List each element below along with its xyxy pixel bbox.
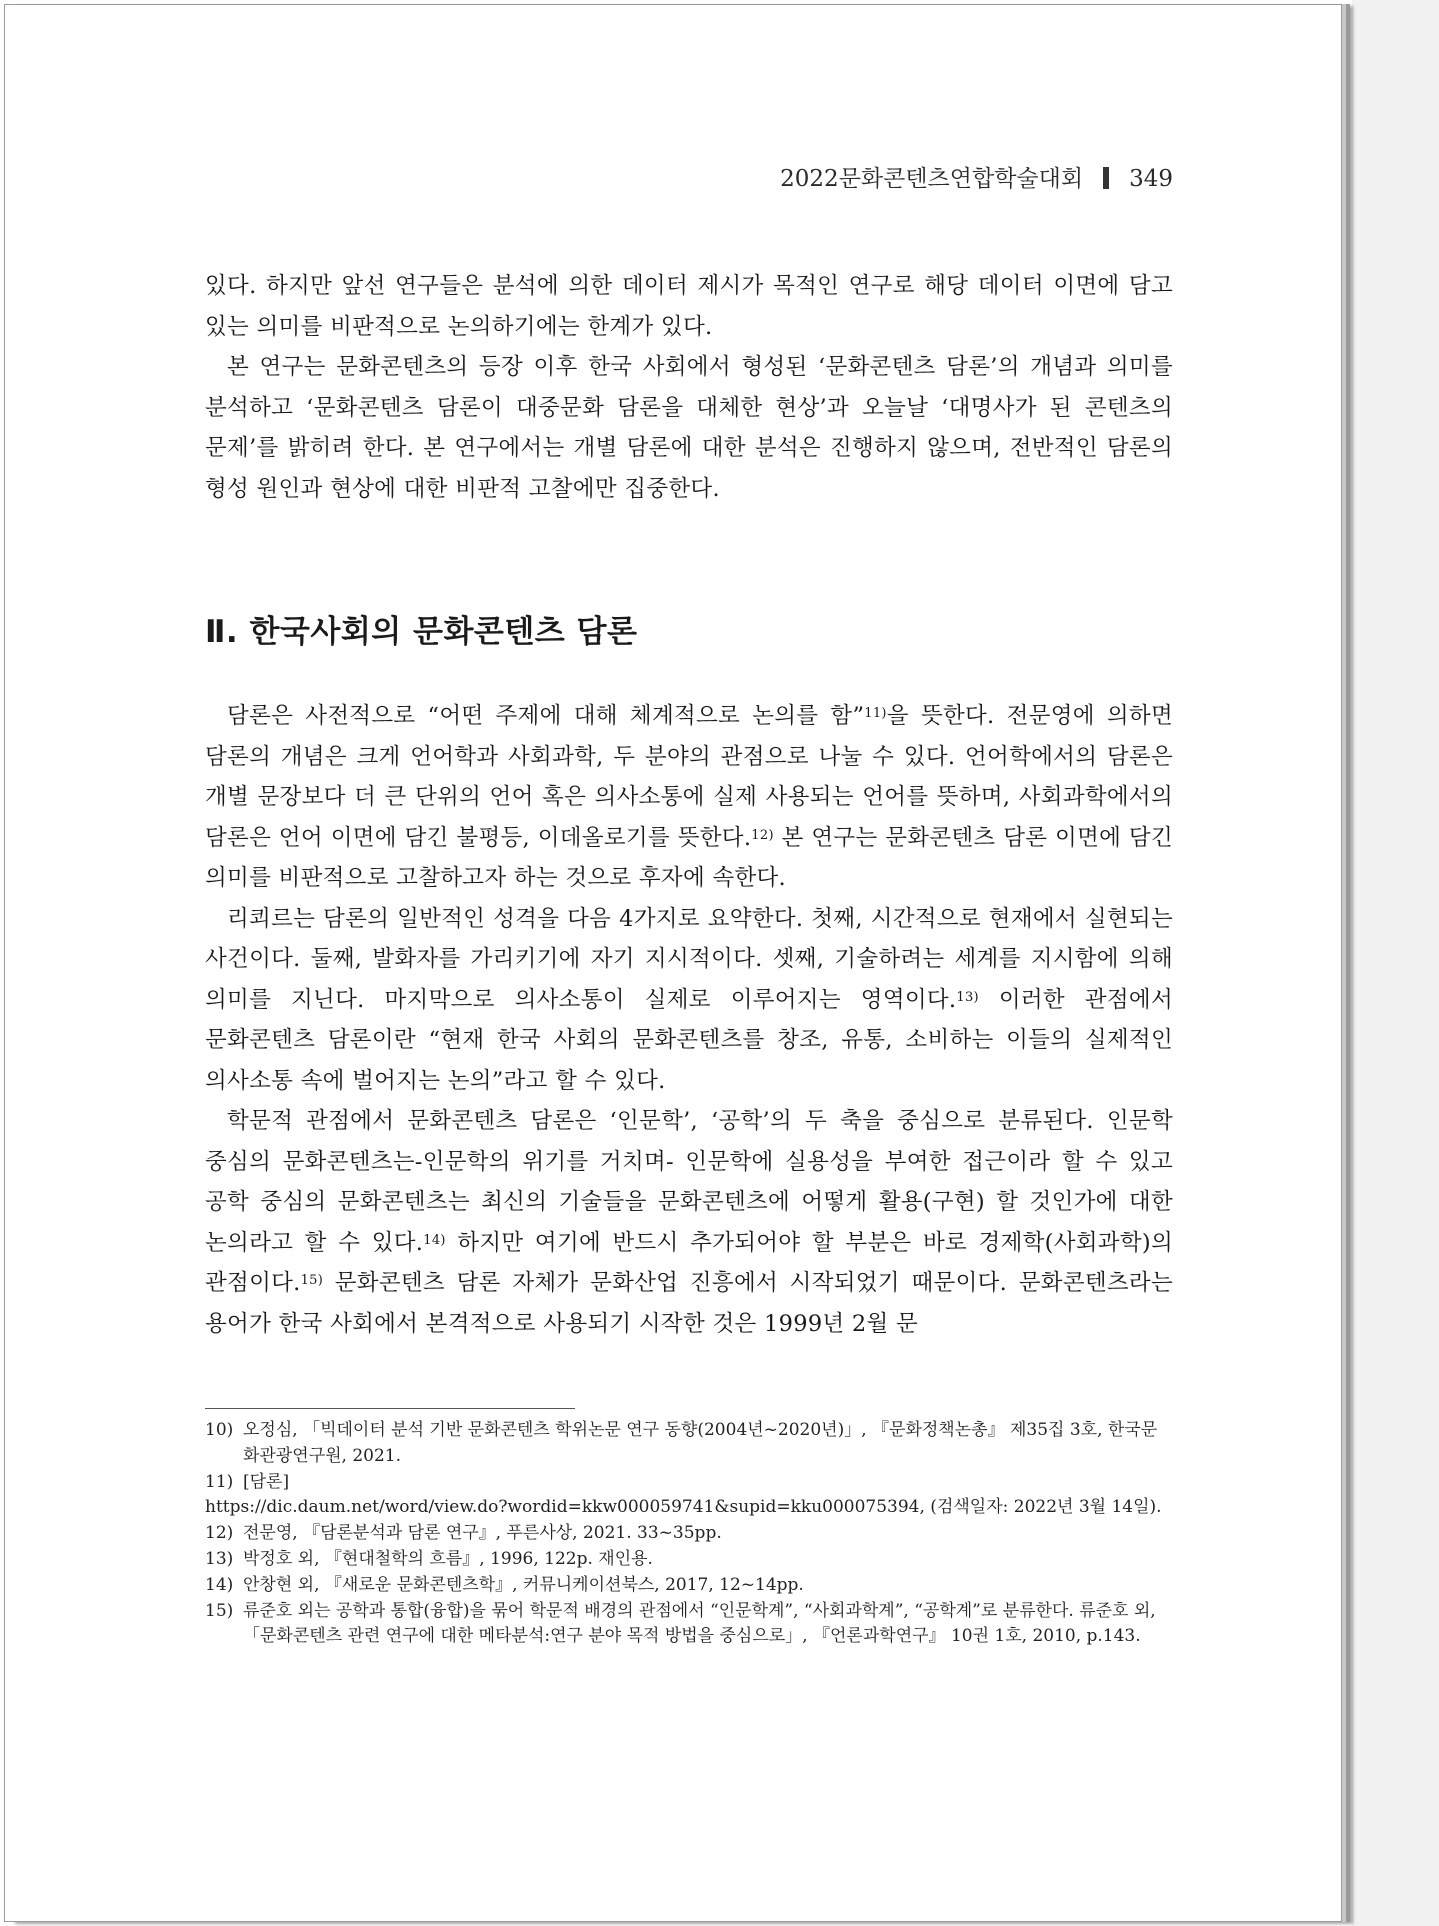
footnote-ref[interactable]: 15) xyxy=(300,1273,324,1288)
footnote-number: 15) xyxy=(205,1600,234,1621)
page-edge-shadow xyxy=(1343,6,1349,1920)
footnote-ref[interactable]: 14) xyxy=(423,1232,446,1248)
viewer-gutter xyxy=(1352,0,1439,1926)
paragraph xyxy=(205,696,1173,899)
footnote-number: 10) xyxy=(205,1420,234,1440)
section-heading: Ⅱ. 한국사회의 문화콘텐츠 담론 xyxy=(205,614,638,650)
text-run: 문화콘텐츠 담론 자체가 문화산업 진흥에서 시작되었기 때문이다. 문화콘텐츠라는 용어가 한국 사회에서 본격적으로 사용되기 시작한 것은 1999년 2월 문 xyxy=(205,1270,1173,1337)
page-number: 349 xyxy=(1129,166,1173,192)
footnote-item xyxy=(205,1573,1173,1599)
footnote-ref[interactable]: 13) xyxy=(956,989,979,1005)
paragraph xyxy=(205,899,1173,1102)
paragraph: 있다. 하지만 앞선 연구들은 분석에 의한 데이터 제시가 목적인 연구로 해당 데이터 이면에 담고 있는 의미를 비판적으로 논의하기에는 한계가 있다. xyxy=(205,273,1173,340)
text-run: 본 연구는 문화콘텐츠 담론 이면에 담긴 의미를 비판적으로 고찰하고자 하는 것으로 후자에 속한다. xyxy=(205,824,1173,891)
footnote-text: [담론] xyxy=(243,1471,290,1492)
footnote-number: 12) xyxy=(205,1523,234,1544)
text-run: 을 뜻한다. 전문영에 의하면 담론의 개념은 크게 언어학과 사회과학, 두 분야의 관점으로 나눌 수 있다. 언어학에서의 담론은 개별 문장보다 더 큰 단위의 언어 혹은 의사소통에 실제 사용되는 언어를 뜻하며, 사회과학에서의 담론은 언어 이면에 담긴 불평등, 이데올로기를 뜻한다. xyxy=(205,703,1173,851)
footnote-url[interactable]: https://dic.daum.net/word/view.do?wordid=kkw000059741&supid=kku000075394, (검색일자: 2022년 3월 14일). xyxy=(205,1497,1162,1518)
footnote-number: 13) xyxy=(205,1548,234,1569)
footnote-item xyxy=(205,1470,1173,1496)
footnote-number: 14) xyxy=(205,1574,234,1595)
footnote-rule xyxy=(205,1408,575,1409)
text-run: 리쾨르는 담론의 일반적인 성격을 다음 4가지로 요약한다. 첫째, 시간적으로 현재에서 실현되는 사건이다. 둘째, 발화자를 가리키기에 자기 지시적이다. 셋째, 기술하려는 세계를 지시함에 의해 의미를 지닌다. 마지막으로 의사소통이 실제로 이루어지는 영역이다. xyxy=(205,905,1173,1013)
footnote-text: 안창현 외, 『새로운 문화콘텐츠학』, 커뮤니케이션북스, 2017, 12~14pp. xyxy=(243,1574,804,1595)
paragraph: 본 연구는 문화콘텐츠의 등장 이후 한국 사회에서 형성된 ‘문화콘텐츠 담론’의 개념과 의미를 분석하고 ‘문화콘텐츠 담론이 대중문화 담론을 대체한 현상’과 오늘날 ‘대명사가 된 콘텐츠의 문제’를 밝히려 한다. 본 연구에서는 개별 담론에 대한 분석은 진행하지 않으며, 전반적인 담론의 형성 원인과 현상에 대한 비판적 고찰에만 집중한다. xyxy=(205,354,1173,502)
footnote-text: 박정호 외, 『현대철학의 흐름』, 1996, 122p. 재인용. xyxy=(243,1548,653,1569)
footnote-item xyxy=(205,1547,1173,1573)
running-header xyxy=(205,160,1173,193)
header-separator xyxy=(1103,167,1109,189)
footnote-item xyxy=(205,1521,1173,1547)
text-run: 담론은 사전적으로 “어떤 주제에 대해 체계적으로 논의를 함” xyxy=(227,703,865,729)
footnote-ref[interactable]: 11) xyxy=(864,706,887,721)
paragraph xyxy=(205,1101,1173,1344)
footnote-text: 오정심, 「빅데이터 분석 기반 문화콘텐츠 학위논문 연구 동향(2004년~2020년)」, 『문화정책논총』 제35집 3호, 한국문화관광연구원, 2021. xyxy=(243,1420,1158,1466)
footnote-text: 전문영, 『담론분석과 담론 연구』, 푸른사상, 2021. 33~35pp. xyxy=(243,1523,722,1544)
text-run: 이러한 관점에서 문화콘텐츠 담론이란 “현재 한국 사회의 문화콘텐츠를 창조, 유통, 소비하는 이들의 실제적인 의사소통 속에 벌어지는 논의”라고 할 수 있다. xyxy=(205,986,1173,1094)
footnotes xyxy=(205,1418,1173,1650)
text-run: 하지만 여기에 반드시 추가되어야 할 부분은 바로 경제학(사회과학)의 관점이다. xyxy=(205,1229,1173,1296)
footnote-number: 11) xyxy=(205,1471,234,1492)
footnote-item xyxy=(205,1418,1173,1470)
section-body xyxy=(205,696,1173,1344)
footnote-ref[interactable]: 12) xyxy=(751,827,774,843)
footnote-text: 류준호 외는 공학과 통합(융합)을 묶어 학문적 배경의 관점에서 “인문학계”, “사회과학계”, “공학계”로 분류한다. 류준호 외, 「문화콘텐츠 관련 연구에 대한 메타분석:연구 분야 목적 방법을 중심으로」, 『언론과학연구』 10권 1호, 2010, p.143. xyxy=(243,1600,1156,1647)
footnote-item xyxy=(205,1599,1173,1651)
text-run: 학문적 관점에서 문화콘텐츠 담론은 ‘인문학’, ‘공학’의 두 축을 중심으로 분류된다. 인문학 중심의 문화콘텐츠는-인문학의 위기를 거치며- 인문학에 실용성을 부여한 접근이라 할 수 있고 공학 중심의 문화콘텐츠는 최신의 기술들을 문화콘텐츠에 어떻게 활용(구현) 할 것인가에 대한 논의라고 할 수 있다. xyxy=(205,1108,1173,1256)
intro-text xyxy=(205,266,1173,509)
conference-title: 2022문화콘텐츠연합학술대회 xyxy=(780,166,1084,192)
